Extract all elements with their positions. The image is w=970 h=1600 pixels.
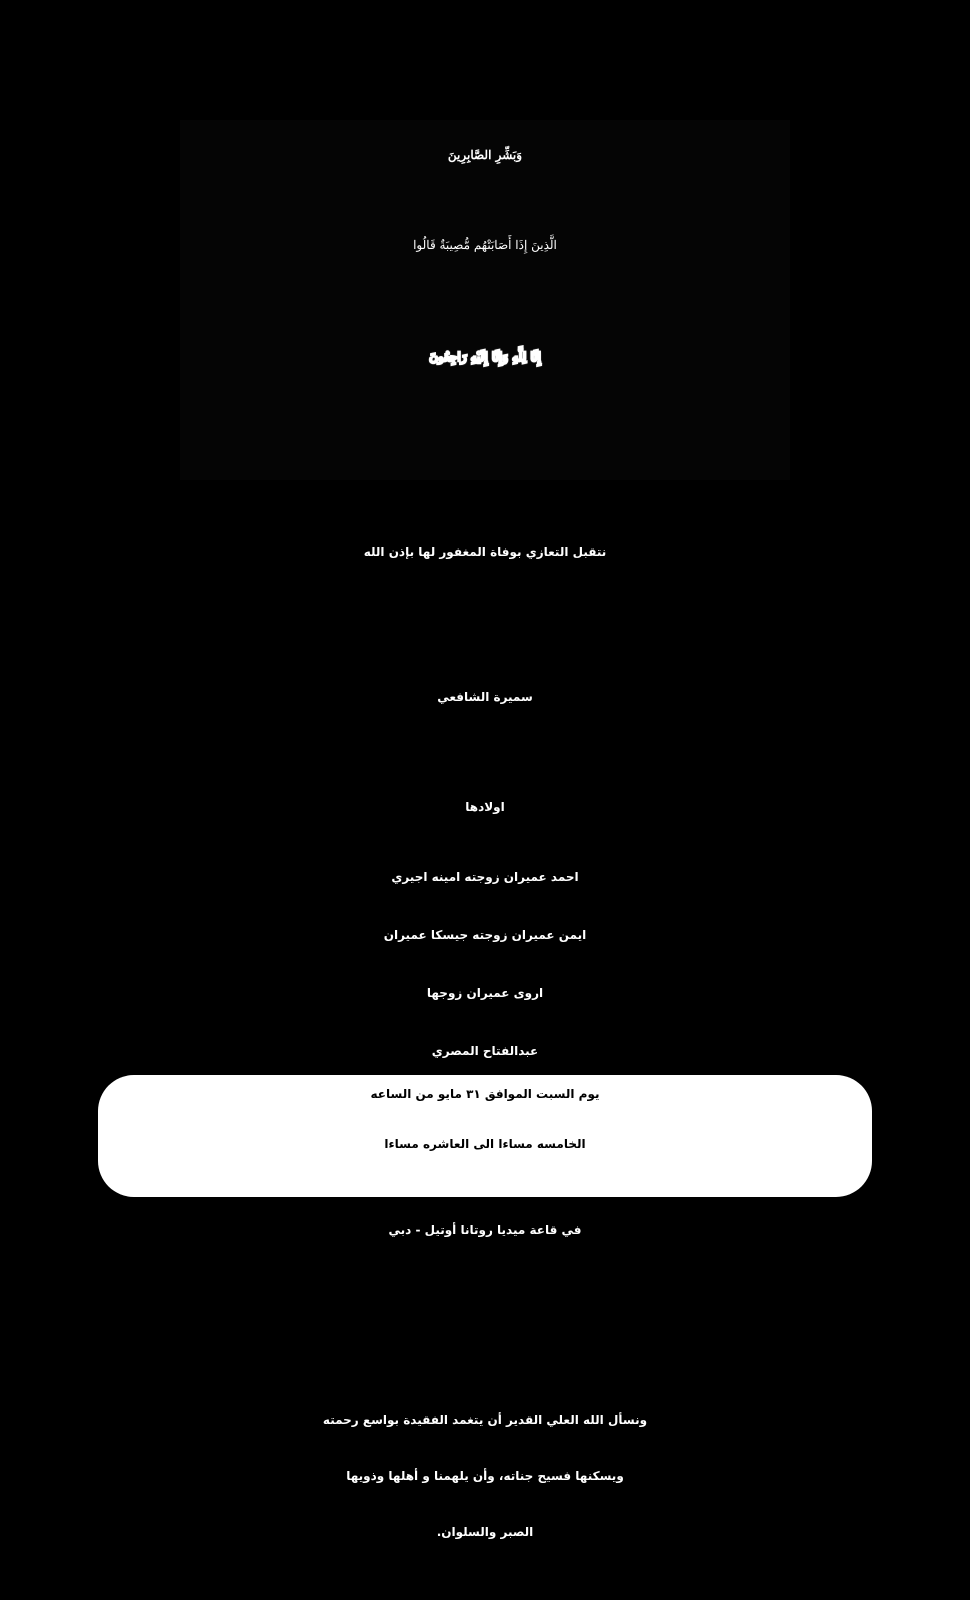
family-list	[0, 848, 970, 1080]
deceased-name: سميرة الشافعي	[437, 690, 533, 704]
prayer-text	[0, 1392, 970, 1560]
verse-panel	[180, 120, 790, 480]
verse-line-2: الَّذِينَ إِذَا أَصَابَتْهُم مُّصِيبَةٌ قَالُوا	[413, 238, 557, 252]
verse-line-1: وَبَشِّرِ الصَّابِرِينَ	[447, 148, 523, 162]
intro-text: نتقبل التعازي بوفاة المغفور لها بإذن الله	[363, 545, 607, 559]
prayer-line: الصبر والسلوان.	[436, 1525, 534, 1539]
family-member: عبدالفتاح المصري	[431, 1044, 539, 1058]
verse-line-3: إِنَّا لِلَّهِ وَإِنَّا إِلَيْهِ رَاجِعُونَ	[429, 350, 541, 364]
family-member: احمد عميران زوجته امينه اجيري	[391, 870, 579, 884]
schedule-line-2: الخامسه مساءا الى العاشره مساءا	[384, 1137, 586, 1151]
family-member: اروى عميران زوجها	[426, 986, 544, 1000]
prayer-line: ونسأل الله العلي القدير أن يتغمد الفقيدة بواسع رحمته	[322, 1413, 648, 1427]
family-title: اولادها	[465, 800, 505, 814]
schedule-line-1: يوم السبت الموافق ٣١ مايو من الساعه	[370, 1087, 600, 1101]
schedule-box	[98, 1075, 872, 1197]
family-member: ايمن عميران زوجته جيسكا عميران	[383, 928, 587, 942]
prayer-line: ويسكنها فسيح جناته، وأن يلهمنا و أهلها وذويها	[346, 1469, 624, 1483]
venue-text: في قاعة ميديا روتانا أوتيل - دبي	[388, 1223, 582, 1237]
